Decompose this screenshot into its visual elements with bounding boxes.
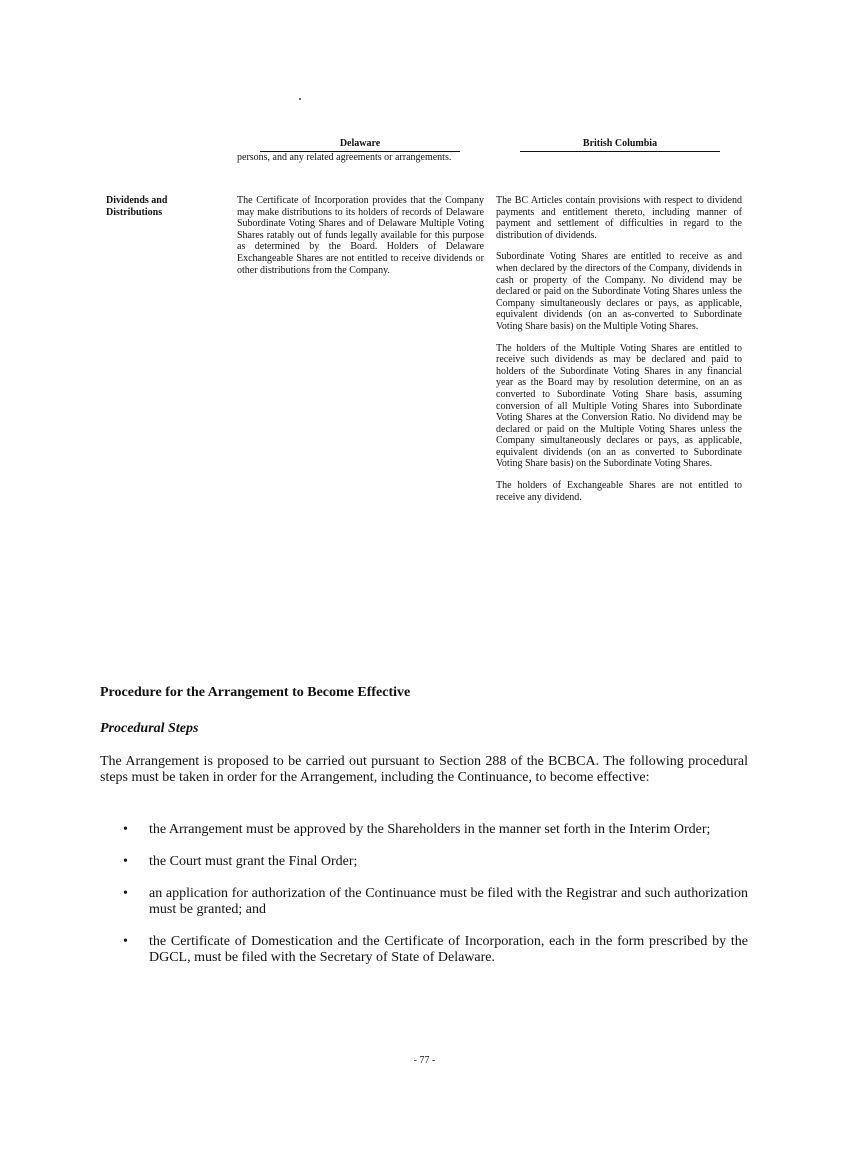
column-header-british-columbia: British Columbia bbox=[520, 138, 720, 152]
bc-paragraph-3: The holders of the Multiple Voting Shares are entitled to receive such dividends as may be declared and paid to holders of the Subordinate Voting Shares in any financial year as the Board may by resolution determine, on an as converted to Subordinate Voting Share basis, assuming conversion of all Multiple Voting Shares into Subordinate Voting Shares at the Conversion Ratio. No dividend may be declared or paid on the Multiple Voting Shares unless the Company simultaneously declares or pays, as applicable, equivalent dividends (on an as converted to Subordinate Voting Share basis) on the Subordinate Voting Shares. bbox=[496, 342, 742, 470]
row-label-dividends: Dividends and Distributions bbox=[106, 195, 168, 218]
stray-mark bbox=[299, 98, 301, 100]
delaware-continuation-text: persons, and any related agreements or arrangements. bbox=[237, 152, 452, 163]
delaware-paragraph: The Certificate of Incorporation provides that the Company may make distributions to its holders of records of Delaware Subordinate Voting Shares and of Delaware Multiple Voting Shares ratably out of funds legally available for this purpose as determined by the Board. Holders of Delaware Exchangeable Shares are not entitled to receive dividends or other distributions from the Company. bbox=[237, 195, 484, 276]
bc-paragraph-4: The holders of Exchangeable Shares are not entitled to receive any dividend. bbox=[496, 480, 742, 503]
bc-paragraph-2: Subordinate Voting Shares are entitled to receive as and when declared by the directors of the Company, dividends in cash or property of the Company. No dividend may be declared or paid on the Subordinate Voting Shares unless the Company simultaneously declares or pays, as applicable, equivalent dividends (on an as-converted to Subordinate Voting Share basis) on the Multiple Voting Shares. bbox=[496, 251, 742, 332]
column-header-delaware: Delaware bbox=[260, 138, 460, 152]
bc-paragraph-1: The BC Articles contain provisions with respect to dividend payments and entitlement thereto, including manner of payment and settlement of difficulties in regard to the distribution of dividends. bbox=[496, 195, 742, 241]
list-item: • an application for authorization of the Continuance must be filed with the Registrar and such authorization must be granted; and bbox=[100, 886, 748, 918]
section-subheading: Procedural Steps bbox=[100, 721, 199, 736]
british-columbia-dividends-cell bbox=[496, 195, 742, 513]
page-number: - 77 - bbox=[413, 1055, 436, 1066]
list-item: • the Court must grant the Final Order; bbox=[100, 854, 748, 870]
intro-paragraph: The Arrangement is proposed to be carried out pursuant to Section 288 of the BCBCA. The following procedural steps must be taken in order for the Arrangement, including the Continuance, to become effective: bbox=[100, 754, 748, 785]
section-heading: Procedure for the Arrangement to Become Effective bbox=[100, 685, 411, 700]
procedural-steps-list bbox=[100, 822, 748, 982]
list-item: • the Certificate of Domestication and the Certificate of Incorporation, each in the form prescribed by the DGCL, must be filed with the Secretary of State of Delaware. bbox=[100, 934, 748, 966]
delaware-dividends-cell bbox=[237, 195, 484, 286]
list-item: • the Arrangement must be approved by the Shareholders in the manner set forth in the Interim Order; bbox=[100, 822, 748, 838]
